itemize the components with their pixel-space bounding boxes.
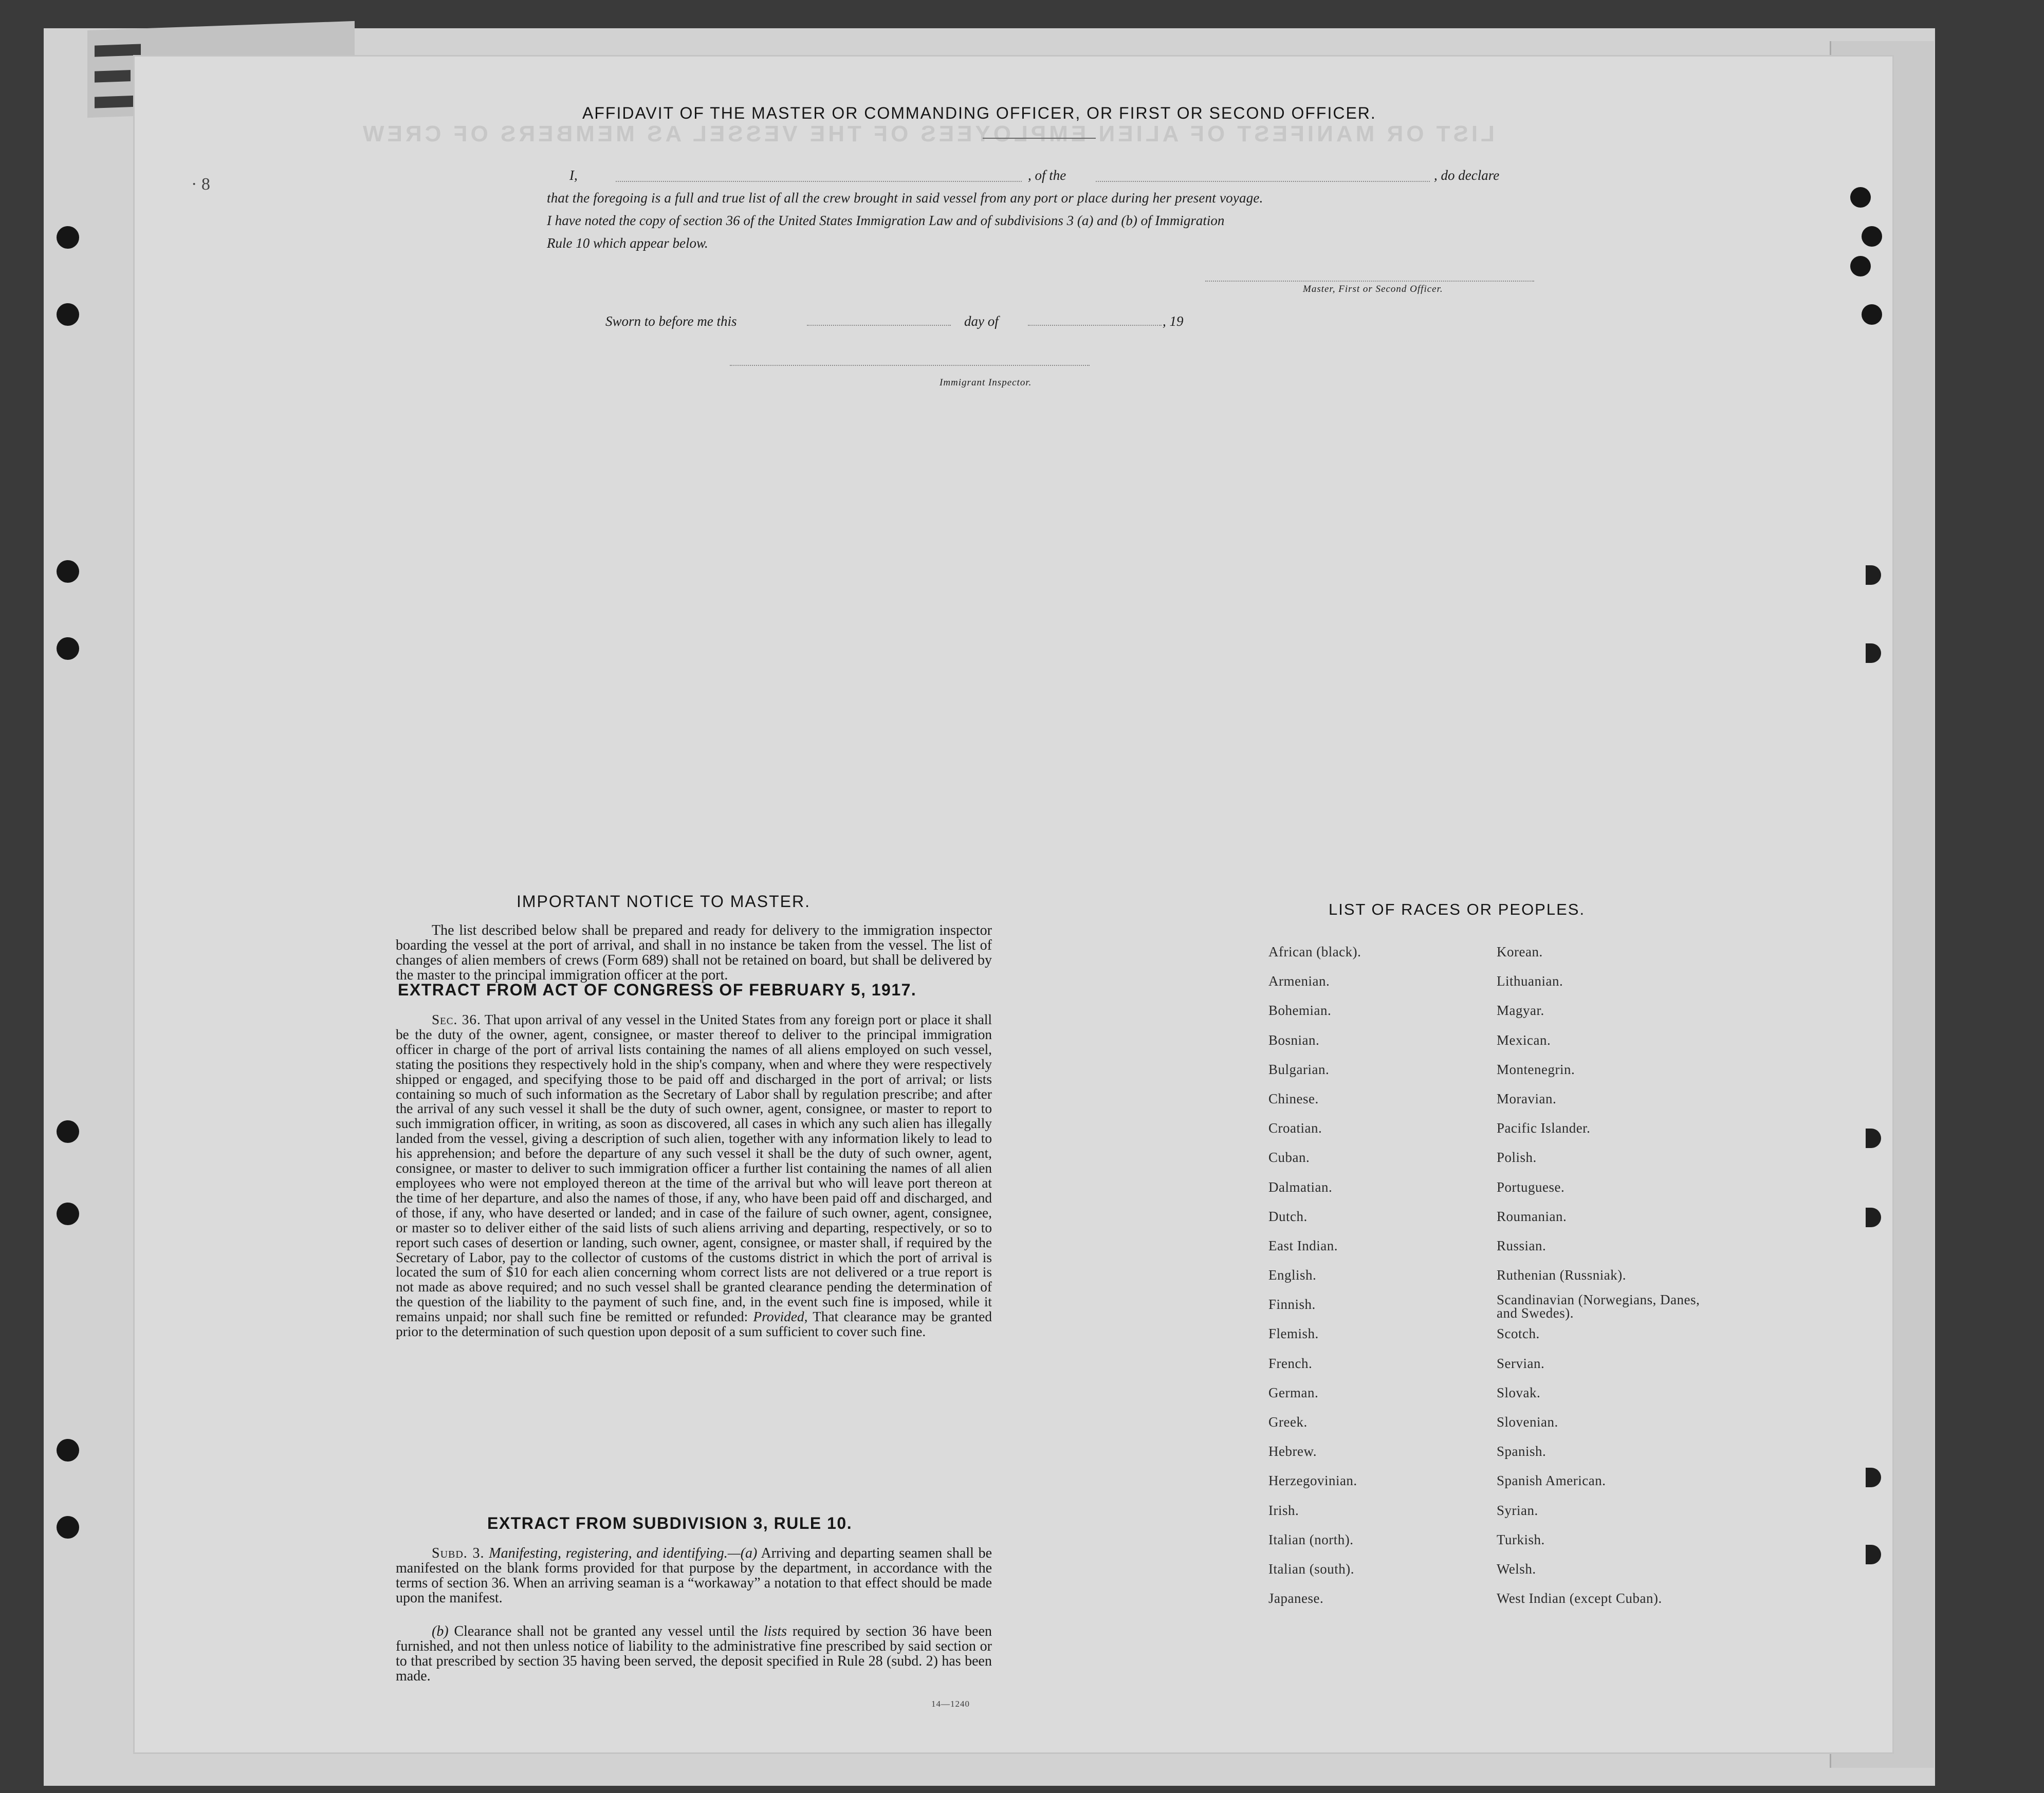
race-item: West Indian (except Cuban). bbox=[1497, 1591, 1662, 1606]
binder-hole bbox=[57, 303, 79, 326]
race-item: Armenian. bbox=[1268, 973, 1330, 989]
affidavit-line-3: I have noted the copy of section 36 of the United States Immigration Law and of subdivisions 3 (a) and (b) of Immigration bbox=[547, 213, 1225, 228]
race-item: Croatian. bbox=[1268, 1120, 1322, 1136]
year-label: , 19 bbox=[1163, 313, 1184, 329]
race-item: Syrian. bbox=[1497, 1502, 1538, 1518]
race-item: Herzegovinian. bbox=[1268, 1473, 1357, 1489]
race-item: Italian (north). bbox=[1268, 1531, 1354, 1547]
notice-text: The list described below shall be prepared and ready for delivery to the immigration inspector boarding the vessel at the port of arrival, and shall in no instance be taken from the vessel. The list of changes of alien members of crews (Form 689) shall not be retained on board, but shall be delivered by the master to the principal immigration officer at the port. bbox=[396, 922, 992, 983]
race-item: African (black). bbox=[1268, 944, 1361, 959]
race-item: Greek. bbox=[1268, 1414, 1308, 1430]
race-item: Bulgarian. bbox=[1268, 1061, 1330, 1077]
race-item: Ruthenian (Russniak). bbox=[1497, 1267, 1626, 1283]
notice-body bbox=[396, 923, 992, 983]
inspector-blank bbox=[730, 365, 1090, 366]
race-item: English. bbox=[1268, 1267, 1317, 1283]
act-text: That upon arrival of any vessel in the United States from any foreign port or place it shall be the duty of the owner, agent, consignee, or master thereof to deliver to the principal immigration officer in charge of the port of arrival lists containing the names of all aliens employed on such vessel, stating the positions they respectively hold in the ship's company, when and where they were respectively shipped or engaged, and specifying those to be paid off and discharged in the port of arrival; or lists containing so much of such information as the Secretary of Labor shall by regulation prescribe; and after the arrival of any such vessel it shall be the duty of such owner, agent, consignee, or master to report to such immigration officer, in writing, as soon as discovered, all cases in which any such alien has illegally landed from the vessel, giving a description of such alien, together with any information likely to lead to his apprehension; and before the departure of any such vessel it shall be the duty of such owner, agent, consignee, or master to deliver to such immigration officer a further list containing the names of all alien employees who were not employed thereon at the time of the arrival but who will leave port thereon at the time of her departure, and also the names of those, if any, who have been paid off and discharged, and of those, if any, who have deserted or landed; and in case of the failure of such owner, agent, consignee, or master so to deliver either of the said lists of such aliens arriving and departing, respectively, or so to report such cases of desertion or landing, such owner, agent, consignee, or master shall, if required by the Secretary of Labor, pay to the collector of customs of the customs district in which the port of arrival is located the sum of $10 for each alien concerning whom correct lists are not delivered or a true report is not made as above required; and no such vessel shall be granted clearance pending the determination of the question of the liability to the payment of such fine, and, in the event such fine is imposed, while it remains unpaid; nor shall such fine be remitted or refunded: bbox=[396, 1012, 992, 1325]
race-item: Slovenian. bbox=[1497, 1414, 1558, 1430]
race-item: Slovak. bbox=[1497, 1384, 1541, 1400]
race-item: German. bbox=[1268, 1384, 1319, 1400]
races-right-column bbox=[1497, 945, 1712, 1620]
race-item: Bohemian. bbox=[1268, 1003, 1332, 1019]
act-provided: Provided, bbox=[753, 1309, 808, 1325]
punch-hole bbox=[1850, 256, 1871, 276]
notice-title: IMPORTANT NOTICE TO MASTER. bbox=[517, 892, 811, 911]
race-item: Turkish. bbox=[1497, 1531, 1545, 1547]
punch-hole bbox=[1862, 226, 1882, 247]
race-item: Magyar. bbox=[1497, 1003, 1544, 1019]
races-left-column bbox=[1268, 945, 1361, 1620]
binder-hole bbox=[57, 1203, 79, 1225]
race-item: Portuguese. bbox=[1497, 1179, 1565, 1195]
binder-hole bbox=[57, 1439, 79, 1462]
signature-blank bbox=[1205, 281, 1534, 282]
act-section-label: Sec. 36. bbox=[432, 1012, 481, 1027]
rule-subd-label: Subd. 3. bbox=[432, 1545, 485, 1561]
race-item: Finnish. bbox=[1268, 1297, 1316, 1313]
punch-hole bbox=[1850, 187, 1871, 208]
race-item: Irish. bbox=[1268, 1502, 1299, 1518]
race-item: Servian. bbox=[1497, 1355, 1545, 1371]
race-item: Russian. bbox=[1497, 1237, 1546, 1253]
rule-text-b-lists: lists bbox=[763, 1623, 787, 1639]
race-item: Mexican. bbox=[1497, 1032, 1551, 1048]
race-item: Flemish. bbox=[1268, 1326, 1319, 1342]
race-item: East Indian. bbox=[1268, 1237, 1338, 1253]
act-body bbox=[396, 1012, 992, 1339]
race-item: Montenegrin. bbox=[1497, 1061, 1575, 1077]
race-item: Bosnian. bbox=[1268, 1032, 1320, 1048]
affidavit-line-4: Rule 10 which appear below. bbox=[547, 235, 708, 251]
race-item: Polish. bbox=[1497, 1150, 1537, 1166]
race-item: Lithuanian. bbox=[1497, 973, 1563, 989]
binder-hole bbox=[57, 1120, 79, 1143]
day-of-label: day of bbox=[964, 313, 999, 329]
race-item: Pacific Islander. bbox=[1497, 1120, 1591, 1136]
race-item: Spanish. bbox=[1497, 1444, 1546, 1459]
rule-text-a: Arriving and departing seamen shall be manifested on the blank forms provided for that purpose by the department, in accordance with the terms of section 36. When an arriving seaman is a “workaway” a notation to that effect should be made upon the manifest. bbox=[396, 1545, 992, 1606]
rule-b-label: (b) bbox=[432, 1623, 449, 1639]
race-item: Scandinavian (Norwegians, Danes, and Swedes). bbox=[1497, 1292, 1700, 1321]
binder-hole bbox=[57, 637, 79, 660]
sworn-month-blank bbox=[1028, 325, 1162, 326]
race-item: Moravian. bbox=[1497, 1090, 1557, 1106]
sworn-day-blank bbox=[807, 325, 951, 326]
race-item: Spanish American. bbox=[1497, 1473, 1606, 1489]
race-item: Korean. bbox=[1497, 944, 1543, 959]
form-number: 14—1240 bbox=[931, 1699, 970, 1709]
affidavit-line-2: that the foregoing is a full and true list of all the crew brought in said vessel from any port or place during her present voyage. bbox=[547, 190, 1263, 206]
race-item: Welsh. bbox=[1497, 1561, 1536, 1577]
binder-hole bbox=[57, 226, 79, 249]
vessel-name-blank bbox=[1096, 181, 1430, 182]
signature-caption: Master, First or Second Officer. bbox=[1303, 284, 1443, 294]
bleed-through: LIST OR MANIFEST OF ALIEN EMPLOYEES OF THE VESSEL AS MEMBERS OF CREW bbox=[360, 121, 1495, 146]
margin-mark: · 8 bbox=[191, 175, 210, 194]
race-item: Dutch. bbox=[1268, 1208, 1308, 1224]
race-item: Italian (south). bbox=[1268, 1561, 1354, 1577]
race-item: Dalmatian. bbox=[1268, 1179, 1333, 1195]
rule-subd-heading: Manifesting, registering, and identifying.—(a) bbox=[489, 1545, 758, 1561]
race-item: Roumanian. bbox=[1497, 1208, 1567, 1224]
rule-body-b bbox=[396, 1624, 992, 1684]
affidavit-of-the: , of the bbox=[1028, 168, 1066, 183]
rule-text-b2: required by section 36 have been furnished, and not then unless notice of liability to the administrative fine prescribed by said section or to that prescribed by section 35 having been served, the deposit specified in Rule 28 (subd. 2) has been made. bbox=[396, 1623, 992, 1684]
race-item: Hebrew. bbox=[1268, 1444, 1317, 1459]
rule-title: EXTRACT FROM SUBDIVISION 3, RULE 10. bbox=[487, 1514, 853, 1532]
race-item: Chinese. bbox=[1268, 1090, 1319, 1106]
act-title: EXTRACT FROM ACT OF CONGRESS OF FEBRUARY 5, 1917. bbox=[398, 981, 917, 999]
rule-body-a bbox=[396, 1546, 992, 1605]
rule-text-b1: Clearance shall not be granted any vessel until the bbox=[454, 1623, 759, 1639]
binder-hole bbox=[57, 560, 79, 583]
title-rule bbox=[983, 138, 1096, 139]
sworn-label: Sworn to before me this bbox=[605, 313, 737, 329]
affidavit-i-prefix: I, bbox=[569, 168, 578, 183]
master-name-blank bbox=[616, 181, 1022, 182]
affidavit-title: AFFIDAVIT OF THE MASTER OR COMMANDING OFFICER, OR FIRST OR SECOND OFFICER. bbox=[582, 104, 1376, 122]
races-title: LIST OF RACES OR PEOPLES. bbox=[1329, 900, 1586, 918]
race-item: Japanese. bbox=[1268, 1591, 1324, 1606]
binder-hole bbox=[57, 1516, 79, 1539]
race-item: Cuban. bbox=[1268, 1150, 1310, 1166]
act-tail: That clearance may be granted prior to the determination of such question upon deposit of a sum sufficient to cover such fine. bbox=[396, 1309, 992, 1340]
race-item: Scotch. bbox=[1497, 1326, 1540, 1342]
race-item: French. bbox=[1268, 1355, 1313, 1371]
affidavit-do-declare: , do declare bbox=[1434, 168, 1500, 183]
punch-hole bbox=[1862, 304, 1882, 325]
inspector-caption: Immigrant Inspector. bbox=[940, 377, 1032, 388]
